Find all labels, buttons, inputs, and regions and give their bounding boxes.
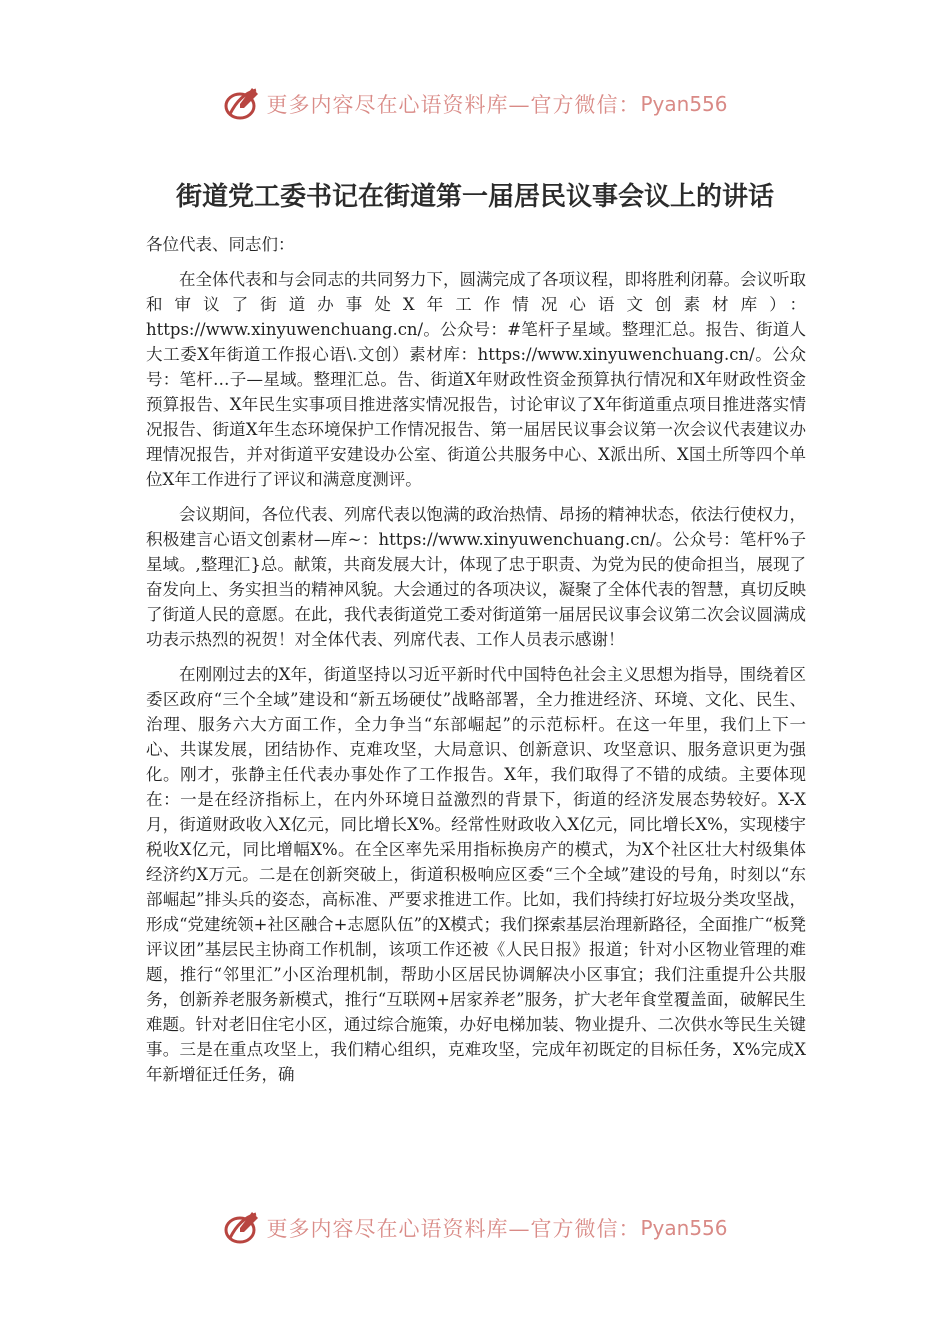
pen-scroll-logo-icon bbox=[222, 1208, 262, 1248]
paragraph: 在刚刚过去的X年，街道坚持以习近平新时代中国特色社会主义思想为指导，围绕着区委区政府“三个全域”建设和“新五场硬仗”战略部署，全力推进经济、环境、文化、民生、治理、服务六大方面工作，全力争当“东部崛起”的示范标杆。在这一年里，我们上下一心、共谋发展，团结协作、克难攻坚，大局意识、创新意识、攻坚意识、服务意识更为强化。刚才，张静主任代表办事处作了工作报告。X年，我们取得了不错的成绩。主要体现在：一是在经济指标上，在内外环境日益激烈的背景下，街道的经济发展态势较好。X-X月，街道财政收入X亿元，同比增长X%。经常性财政收入X亿元，同比增长X%，实现楼宇税收X亿元，同比增幅X%。在全区率先采用指标换房产的模式，为X个社区壮大村级集体经济约X万元。二是在创新突破上，街道积极响应区委“三个全域”建设的号角，时刻以“东部崛起”排头兵的姿态，高标准、严要求推进工作。比如，我们持续打好垃圾分类攻坚战，形成“党建统领+社区融合+志愿队伍”的X模式；我们探索基层治理新路径，全面推广“板凳评议团”基层民主协商工作机制，该项工作还被《人民日报》报道；针对小区物业管理的难题，推行“邻里汇”小区治理机制，帮助小区居民协调解决小区事宜；我们注重提升公共服务，创新养老服务新模式，推行“互联网+居家养老”服务，扩大老年食堂覆盖面，破解民生难题。针对老旧住宅小区，通过综合施策，办好电梯加装、物业提升、二次供水等民生关键事。三是在重点攻坚上，我们精心组织，克难攻坚，完成年初既定的目标任务，X%完成X年新增征迁任务，确 bbox=[146, 665, 806, 1084]
banner-wechat-id: Pyan556 bbox=[640, 92, 728, 116]
salutation: 各位代表、同志们： bbox=[146, 235, 295, 254]
document-body bbox=[146, 232, 806, 1097]
pen-scroll-logo-icon bbox=[222, 84, 262, 124]
header-banner bbox=[0, 76, 950, 132]
banner-text: 更多内容尽在心语资料库—官方微信： bbox=[266, 93, 641, 117]
paragraph: 会议期间，各位代表、列席代表以饱满的政治热情、昂扬的精神状态，依法行使权力，积极建言心语文创素材—库~：https://www.xinyuwenchuang.cn/。公众号：笔杆%子星域。,整理汇}总。献策，共商发展大计，体现了忠于职责、为党为民的使命担当，展现了奋发向上、务实担当的精神风貌。大会通过的各项决议，凝聚了全体代表的智慧，真切反映了街道人民的意愿。在此，我代表街道党工委对街道第一届居民议事会议第二次会议圆满成功表示热烈的祝贺！对全体代表、列席代表、工作人员表示感谢！ bbox=[146, 505, 806, 649]
paragraph: 在全体代表和与会同志的共同努力下，圆满完成了各项议程，即将胜利闭幕。会议听取和审议了街道办事处X年工作情况心语文创素材库）：https://www.xinyuwenchuang.cn/。公众号：#笔杆子星域。整理汇总。报告、街道人大工委X年街道工作报心语\.文创）素材库：https://www.xinyuwenchuang.cn/。公众号：笔杆…子—星域。整理汇总。告、街道X年财政性资金预算执行情况和X年财政性资金预算报告、X年民生实事项目推进落实情况报告，讨论审议了X年街道重点项目推进落实情况报告、街道X年生态环境保护工作情况报告、第一届居民议事会议第一次会议代表建议办理情况报告，并对街道平安建设办公室、街道公共服务中心、X派出所、X国土所等四个单位X年工作进行了评议和满意度测评。 bbox=[146, 270, 806, 489]
banner-wechat-id: Pyan556 bbox=[640, 1216, 728, 1240]
banner-text: 更多内容尽在心语资料库—官方微信： bbox=[266, 1217, 641, 1241]
document-title: 街道党工委书记在街道第一届居民议事会议上的讲话 bbox=[175, 182, 774, 212]
footer-banner bbox=[0, 1200, 950, 1256]
